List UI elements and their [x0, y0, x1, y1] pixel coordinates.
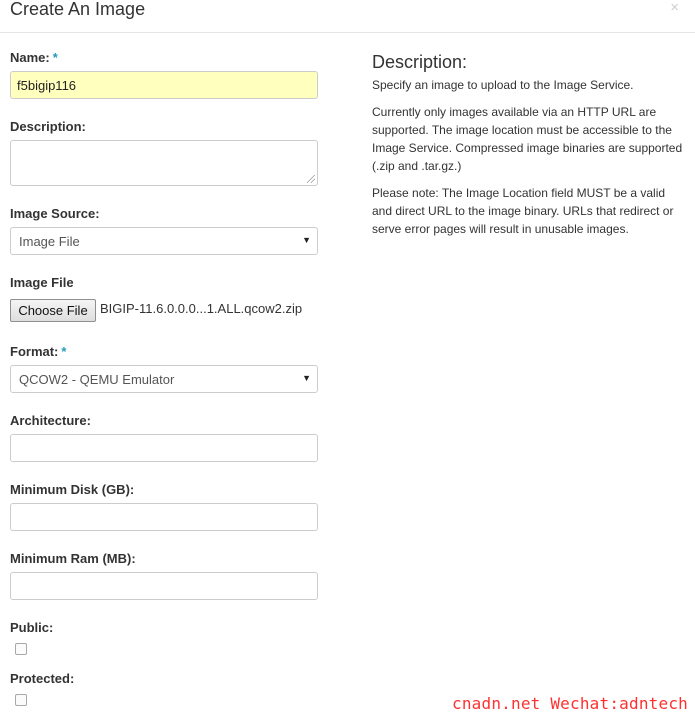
format-value: QCOW2 - QEMU Emulator [19, 372, 175, 387]
protected-checkbox[interactable] [15, 694, 27, 706]
public-label: Public: [10, 620, 54, 635]
protected-label: Protected: [10, 671, 75, 686]
help-paragraph: Specify an image to upload to the Image Service. [372, 78, 634, 92]
min-disk-label: Minimum Disk (GB): [10, 482, 135, 497]
required-mark: * [52, 50, 58, 65]
resize-grip-icon[interactable] [307, 175, 315, 183]
choose-file-button[interactable]: Choose File [10, 299, 96, 322]
format-label: Format: * [10, 344, 67, 359]
min-ram-input[interactable] [10, 572, 318, 600]
help-paragraph: Please note: The Image Location field MUST be a valid and direct URL to the image binary. URLs that redirect or serve error pages will result in unusable images. [372, 186, 674, 236]
format-select[interactable] [10, 365, 318, 393]
description-label: Description: [10, 119, 86, 134]
modal-header [0, 0, 695, 33]
image-source-value: Image File [19, 234, 80, 249]
selected-file-name: BIGIP-11.6.0.0.0...1.ALL.qcow2.zip [100, 301, 303, 316]
public-checkbox[interactable] [15, 643, 27, 655]
close-icon[interactable]: × [670, 0, 679, 16]
description-textarea[interactable] [10, 140, 318, 186]
image-source-select[interactable] [10, 227, 318, 255]
min-disk-input[interactable] [10, 503, 318, 531]
watermark-text: cnadn.net Wechat:adntech [452, 694, 688, 713]
required-mark: * [61, 344, 67, 359]
help-paragraph: Currently only images available via an HTTP URL are supported. The image location must be accessible to the Image Service. Compressed image binaries are supported (.zip and .tar.gz.) [372, 105, 683, 173]
min-ram-label: Minimum Ram (MB): [10, 551, 136, 566]
caret-down-icon: ▼ [302, 373, 311, 383]
modal-title: Create An Image [10, 0, 146, 19]
caret-down-icon: ▼ [302, 235, 311, 245]
help-title: Description: [372, 52, 468, 72]
image-file-label: Image File [10, 275, 74, 290]
architecture-input[interactable] [10, 434, 318, 462]
name-input[interactable] [10, 71, 318, 99]
image-source-label: Image Source: [10, 206, 100, 221]
name-label: Name: * [10, 50, 58, 65]
architecture-label: Architecture: [10, 413, 91, 428]
